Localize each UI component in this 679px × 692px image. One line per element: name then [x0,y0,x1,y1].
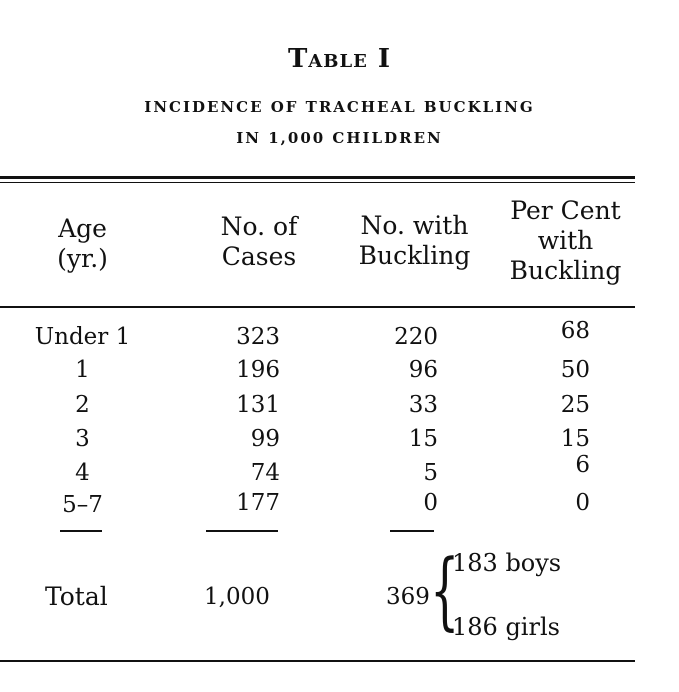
row-6-buckling: 0 [423,490,438,516]
top-rule-thick [0,176,635,179]
sum-line-age [60,530,102,532]
header-percent-line-3: Buckling [509,256,622,285]
table-subtitle-line-1: INCIDENCE OF TRACHEAL BUCKLING [144,98,535,116]
header-age-line-2: (yr.) [57,244,108,273]
header-buckling-line-1: No. with [360,211,469,240]
sum-line-buckling [390,530,434,532]
row-4-age: 3 [75,426,90,452]
header-buckling-line-2: Buckling [358,241,471,270]
sum-line-cases [206,530,278,532]
row-4-cases: 99 [250,426,280,452]
total-buckling: 369 [386,584,430,610]
header-percent [498,196,633,286]
total-girls: 186 girls [452,613,560,641]
row-1-buckling: 220 [394,324,438,350]
row-5-age: 4 [75,460,90,486]
row-6-cases: 177 [236,490,280,516]
header-rule [0,306,635,308]
total-boys: 183 boys [452,549,562,577]
header-cases-line-1: No. of [220,212,298,241]
header-age-line-1: Age [58,214,107,243]
row-3-age: 2 [75,392,90,418]
row-5-percent: 6 [575,452,590,478]
row-6-age: 5–7 [62,492,103,518]
row-3-buckling: 33 [408,392,438,418]
table-subtitle-line-2: IN 1,000 CHILDREN [236,129,443,147]
header-age [30,214,135,274]
row-2-percent: 50 [560,357,590,383]
row-2-buckling: 96 [408,357,438,383]
header-percent-line-2: with [537,226,594,255]
header-cases-line-2: Cases [221,242,297,271]
table-body [0,318,679,522]
row-1-age: Under 1 [34,324,131,350]
header-buckling [352,211,477,271]
row-4-buckling: 15 [408,426,438,452]
bottom-rule [0,660,635,662]
row-5-cases: 74 [250,460,280,486]
row-1-percent: 68 [560,318,590,344]
row-4-percent: 15 [560,426,590,452]
row-5-buckling: 5 [423,460,438,486]
total-brace: { [430,541,460,639]
row-2-age: 1 [75,357,90,383]
row-2-cases: 196 [236,357,280,383]
header-percent-line-1: Per Cent [510,196,621,225]
row-3-percent: 25 [560,392,590,418]
table-title: Table I [287,44,392,74]
row-1-cases: 323 [236,324,280,350]
header-cases [200,212,318,272]
total-cases: 1,000 [204,584,270,610]
top-rule-thin [0,182,635,183]
row-3-cases: 131 [236,392,280,418]
total-label: Total [45,582,108,611]
row-6-percent: 0 [575,490,590,516]
